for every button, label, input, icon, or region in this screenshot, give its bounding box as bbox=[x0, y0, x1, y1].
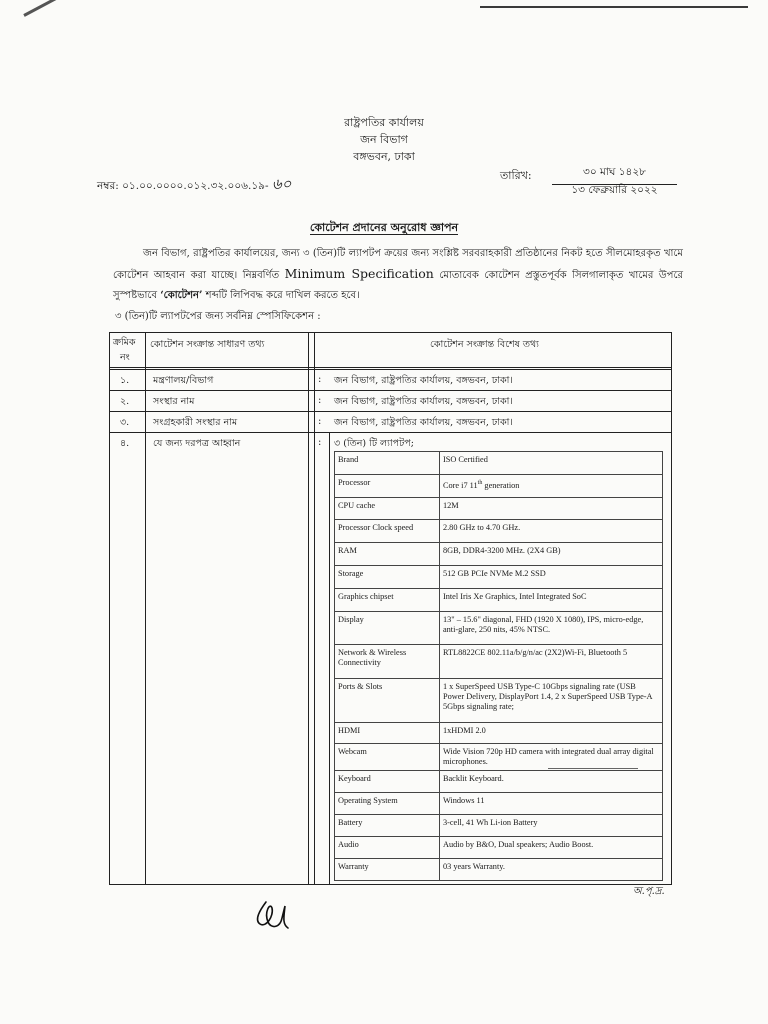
spec-value: Wide Vision 720p HD camera with integrated dual array digital microphones. bbox=[439, 744, 662, 771]
spec-key: Display bbox=[335, 612, 440, 645]
row-serial: ৩. bbox=[120, 417, 130, 428]
page-turn-note: অ.পৃ.দ্র. bbox=[633, 886, 665, 897]
spec-row bbox=[335, 498, 663, 520]
row-value: জন বিভাগ, রাষ্ট্রপতির কার্যালয়, বঙ্গভবন, ঢাকা। bbox=[334, 417, 513, 428]
row-colon: : bbox=[318, 374, 322, 385]
spec-value: Audio by B&O, Dual speakers; Audio Boost. bbox=[439, 837, 662, 859]
spec-row bbox=[335, 679, 663, 723]
header-specific-info: কোটেশন সংক্রান্ত বিশেষ তথ্য bbox=[430, 339, 539, 350]
row-serial: ৪. bbox=[120, 438, 130, 449]
letterhead bbox=[0, 114, 768, 165]
row-label: মন্ত্রণালয়/বিভাগ bbox=[153, 375, 214, 386]
spec-row bbox=[335, 837, 663, 859]
body-part3: শব্দটি লিপিবদ্ধ করে দাখিল করতে হবে। bbox=[205, 290, 360, 301]
spec-row bbox=[335, 859, 663, 881]
spec-row bbox=[335, 475, 663, 498]
memo-number-handwritten: ৬০ bbox=[271, 175, 292, 193]
row-label: সংস্থার নাম bbox=[153, 396, 195, 407]
spec-row bbox=[335, 793, 663, 815]
spec-value: 8GB, DDR4-3200 MHz. (2X4 GB) bbox=[439, 543, 662, 566]
spec-value: 13" – 15.6" diagonal, FHD (1920 X 1080), IPS, micro-edge, anti-glare, 250 nits, 45% NTSC. bbox=[439, 612, 662, 645]
division-name: জন বিভাগ bbox=[360, 133, 408, 146]
spec-row bbox=[335, 452, 663, 475]
memo-number-text: নম্বর: ০১.০০.০০০০.০১২.৩২.০০৬.১৯- bbox=[97, 180, 269, 192]
date-label: তারিখ: bbox=[500, 169, 532, 182]
subject-text: কোটেশন প্রদানের অনুরোধ জ্ঞাপন bbox=[309, 221, 459, 234]
row-label: সংগ্রহকারী সংস্থার নাম bbox=[153, 417, 238, 428]
spec-table bbox=[334, 451, 663, 881]
row-colon: : bbox=[318, 395, 322, 406]
spec-key: Battery bbox=[335, 815, 440, 837]
spec-heading: ৩ (তিন)টি ল্যাপটপের জন্য সর্বনিম্ন স্পেসিফিকেশন : bbox=[115, 311, 321, 322]
spec-value: 1 x SuperSpeed USB Type-C 10Gbps signaling rate (USB Power Delivery, DisplayPort 1.4, 2 x SuperSpeed USB Type-A 5Gbps signaling rate; bbox=[439, 679, 662, 723]
header-general-info: কোটেশন সংক্রান্ত সাধারণ তথ্য bbox=[150, 339, 265, 350]
spec-row bbox=[335, 815, 663, 837]
spec-row bbox=[335, 543, 663, 566]
table-divider bbox=[145, 333, 146, 884]
spec-value: 12M bbox=[439, 498, 662, 520]
row-label: যে জন্য দরপত্র আহ্বান bbox=[153, 438, 241, 449]
spec-value: 2.80 GHz to 4.70 GHz. bbox=[439, 520, 662, 543]
subject-line bbox=[0, 219, 768, 238]
row-value: জন বিভাগ, রাষ্ট্রপতির কার্যালয়, বঙ্গভবন, ঢাকা। bbox=[334, 396, 513, 407]
spec-row bbox=[335, 744, 663, 771]
table-divider bbox=[314, 333, 315, 884]
spec-value: Windows 11 bbox=[439, 793, 662, 815]
table-divider bbox=[308, 333, 309, 884]
signature-mark bbox=[252, 898, 292, 934]
spec-key: Network & Wireless Connectivity bbox=[335, 645, 440, 679]
spec-row bbox=[335, 589, 663, 612]
spec-row bbox=[335, 771, 663, 793]
table-divider bbox=[110, 390, 671, 391]
spec-key: Storage bbox=[335, 566, 440, 589]
row-serial: ২. bbox=[120, 396, 130, 407]
spec-key: Operating System bbox=[335, 793, 440, 815]
body-spec-term: Minimum Specification bbox=[284, 266, 434, 281]
date-english: ১৩ ফেব্রুয়ারি ২০২২ bbox=[571, 184, 658, 196]
row-value: ৩ (তিন) টি ল্যাপটপ; bbox=[334, 438, 414, 449]
row-colon: : bbox=[318, 416, 322, 427]
spec-value: 03 years Warranty. bbox=[439, 859, 662, 881]
spec-value: 3-cell, 41 Wh Li-ion Battery bbox=[439, 815, 662, 837]
spec-row bbox=[335, 520, 663, 543]
table-divider bbox=[110, 367, 671, 368]
quotation-table bbox=[109, 332, 672, 885]
spec-key: Processor bbox=[335, 475, 440, 498]
scan-edge-line bbox=[480, 6, 748, 8]
spec-row bbox=[335, 645, 663, 679]
spec-row bbox=[335, 723, 663, 744]
scan-mark bbox=[23, 0, 65, 17]
spec-row bbox=[335, 612, 663, 645]
memo-number bbox=[97, 173, 291, 198]
body-bold-term: ‘কোটেশন’ bbox=[160, 290, 203, 301]
spec-key: CPU cache bbox=[335, 498, 440, 520]
row-value: জন বিভাগ, রাষ্ট্রপতির কার্যালয়, বঙ্গভবন, ঢাকা। bbox=[334, 375, 513, 386]
spec-value: 1xHDMI 2.0 bbox=[439, 723, 662, 744]
spec-key: RAM bbox=[335, 543, 440, 566]
spec-key: HDMI bbox=[335, 723, 440, 744]
table-divider bbox=[329, 433, 330, 884]
spec-value: Backlit Keyboard. bbox=[439, 771, 662, 793]
spec-key: Graphics chipset bbox=[335, 589, 440, 612]
body-paragraph bbox=[113, 244, 683, 306]
body-part2: মোতাবেক কোটেশন প্রস্তুতপূর্বক সিলগালাকৃত খামের উপরে সুস্পষ্টভাবে bbox=[113, 270, 683, 301]
date-bangla: ৩০ মাঘ ১৪২৮ bbox=[552, 165, 677, 185]
spec-key: Ports & Slots bbox=[335, 679, 440, 723]
spec-key: Audio bbox=[335, 837, 440, 859]
spec-value: Intel Iris Xe Graphics, Intel Integrated SoC bbox=[439, 589, 662, 612]
spec-key: Keyboard bbox=[335, 771, 440, 793]
table-divider bbox=[110, 369, 671, 370]
spec-key: Processor Clock speed bbox=[335, 520, 440, 543]
spec-value: 512 GB PCIe NVMe M.2 SSD bbox=[439, 566, 662, 589]
row-serial: ১. bbox=[120, 375, 130, 386]
spec-key: Webcam bbox=[335, 744, 440, 771]
header-serial: ক্রমিক bbox=[113, 337, 136, 348]
spec-value: Core i7 11th generation bbox=[439, 475, 662, 498]
body-part1: জন বিভাগ, রাষ্ট্রপতির কার্যালয়ের, জন্য ৩ (তিন)টি ল্যাপটপ ক্রয়ের জন্য সংশ্লিষ্ট সরবরাহকারী প্রতিষ্ঠানের নিকট হতে সীলমোহরকৃত খামে কোটেশন আহবান করা যাচ্ছে। নিম্নবর্ণিত bbox=[113, 248, 683, 281]
office-address: বঙ্গভবন, ঢাকা bbox=[353, 150, 415, 163]
spec-row bbox=[335, 566, 663, 589]
table-divider bbox=[110, 432, 671, 433]
header-serial-no: নং bbox=[120, 352, 130, 363]
office-name: রাষ্ট্রপতির কার্যালয় bbox=[344, 116, 424, 129]
row-colon: : bbox=[318, 437, 322, 448]
spec-value: ISO Certified bbox=[439, 452, 662, 475]
spec-key: Warranty bbox=[335, 859, 440, 881]
pen-underline bbox=[548, 768, 638, 769]
spec-value: RTL8822CE 802.11a/b/g/n/ac (2X2)Wi-Fi, Bluetooth 5 bbox=[439, 645, 662, 679]
table-divider bbox=[110, 411, 671, 412]
spec-key: Brand bbox=[335, 452, 440, 475]
